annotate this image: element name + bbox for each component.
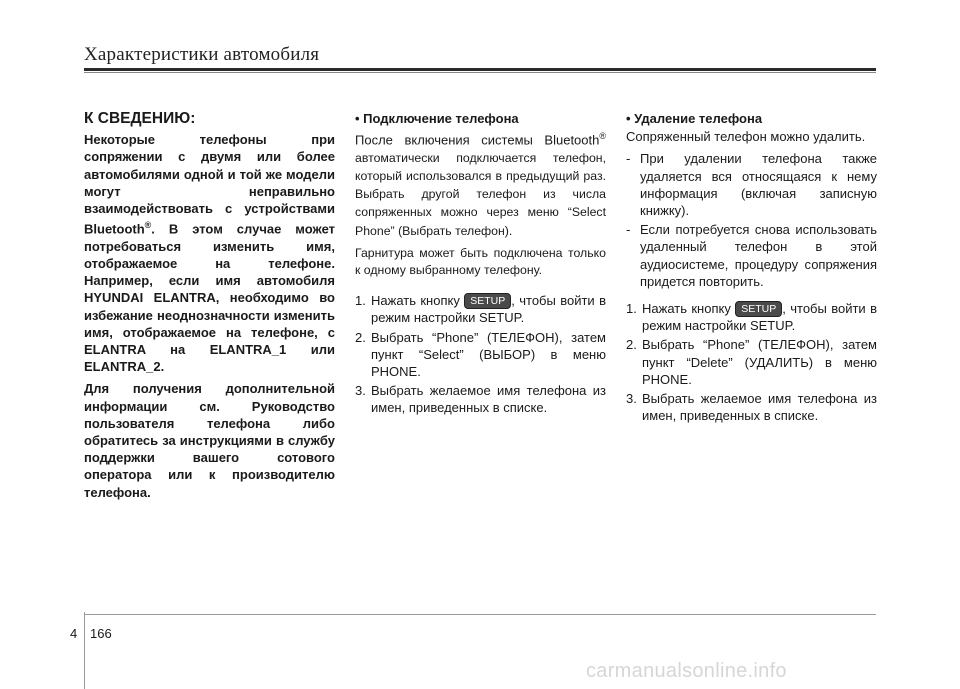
delete-step-3	[626, 390, 877, 424]
delete-note-1	[626, 150, 877, 219]
caution-paragraph-2: Для получения дополнительной информации см. Руководство пользователя телефона либо обратитесь за инструкциями в службу поддержки вашего сотового оператора или к производителю телефона.	[84, 381, 335, 500]
header-rule-thin	[84, 72, 876, 73]
page-header-title: Характеристики автомобиля	[84, 44, 320, 65]
registered-mark: ®	[599, 131, 606, 142]
step-number: 2.	[626, 337, 637, 353]
setup-button-badge: SETUP	[464, 293, 511, 309]
dash-marker: -	[626, 151, 631, 167]
step-number: 3.	[355, 383, 366, 399]
footer-divider	[84, 612, 85, 689]
step-text: , чтобы войти в режим настройки SETUP.	[642, 301, 877, 334]
connect-text-a: После включения системы Bluetooth	[355, 132, 600, 148]
connect-step-3	[355, 382, 606, 416]
page-number: 166	[90, 626, 112, 641]
caution-text-b: . В этом случае может потребоваться изменить имя, отображаемое на телефоне. Например, если имя автомобиля HYUNDAI ELANTRA, необходимо во избежание неоднозначности изменить имя, отображаемое на телефоне, с ELANTRA на ELANTRA_1 или ELANTRA_2.	[84, 221, 335, 375]
watermark: carmanualsonline.info	[586, 660, 787, 682]
caution-paragraph-1	[84, 131, 335, 375]
caution-column	[84, 110, 335, 506]
step-number: 3.	[626, 391, 637, 407]
delete-phone-column	[626, 110, 877, 426]
connect-step-1	[355, 292, 606, 326]
setup-button-badge: SETUP	[735, 301, 782, 317]
connect-paragraph-2: Гарнитура может быть подключена только к одному выбранному телефону.	[355, 245, 606, 277]
connect-paragraph-1	[355, 128, 606, 240]
delete-phone-title: • Удаление телефона	[626, 111, 763, 126]
step-text: Нажать кнопку	[642, 301, 731, 317]
delete-step-2	[626, 336, 877, 388]
connect-text-b: автоматически подключается телефон, который использовался в предыдущий раз. Выбрать другой телефон из числа сопряженных можно через меню “Select Phone” (Выбрать телефон).	[355, 150, 606, 238]
step-text: Выбрать желаемое имя телефона из имен, приведенных в списке.	[642, 391, 877, 424]
step-number: 2.	[355, 329, 366, 345]
connect-phone-title: • Подключение телефона	[355, 111, 519, 126]
footer-rule	[84, 614, 876, 615]
step-text: Нажать кнопку	[371, 293, 460, 309]
step-text: , чтобы войти в режим настройки SETUP.	[371, 293, 606, 326]
delete-paragraph-1: Сопряженный телефон можно удалить.	[626, 129, 866, 145]
connect-phone-column	[355, 110, 606, 419]
caution-text-a: Некоторые телефоны при сопряжении с двумя или более автомобилями одной и той же модели могут неправильно взаимодействовать с устройствами Bluetooth	[84, 132, 335, 237]
step-text: Выбрать “Phone” (ТЕЛЕФОН), затем пункт “Delete” (УДАЛИТЬ) в меню PHONE.	[642, 337, 877, 387]
step-text: Выбрать “Phone” (ТЕЛЕФОН), затем пункт “Select” (ВЫБОР) в меню PHONE.	[371, 329, 606, 379]
note-text: При удалении телефона также удаляется вся относящаяся к нему информация (включая записную книжку).	[640, 151, 877, 219]
connect-step-2	[355, 329, 606, 381]
delete-note-2	[626, 221, 877, 290]
chapter-number: 4	[70, 626, 78, 641]
dash-marker: -	[626, 222, 631, 238]
step-number: 1.	[355, 293, 366, 309]
caution-title: К СВЕДЕНИЮ:	[84, 110, 196, 127]
step-text: Выбрать желаемое имя телефона из имен, приведенных в списке.	[371, 383, 606, 416]
step-number: 1.	[626, 301, 637, 317]
registered-mark: ®	[144, 220, 152, 231]
delete-step-1	[626, 300, 877, 334]
note-text: Если потребуется снова использовать удаленный телефон в этой аудиосистеме, процедуру сопряжения придется повторить.	[640, 222, 877, 289]
header-rule	[84, 68, 876, 71]
